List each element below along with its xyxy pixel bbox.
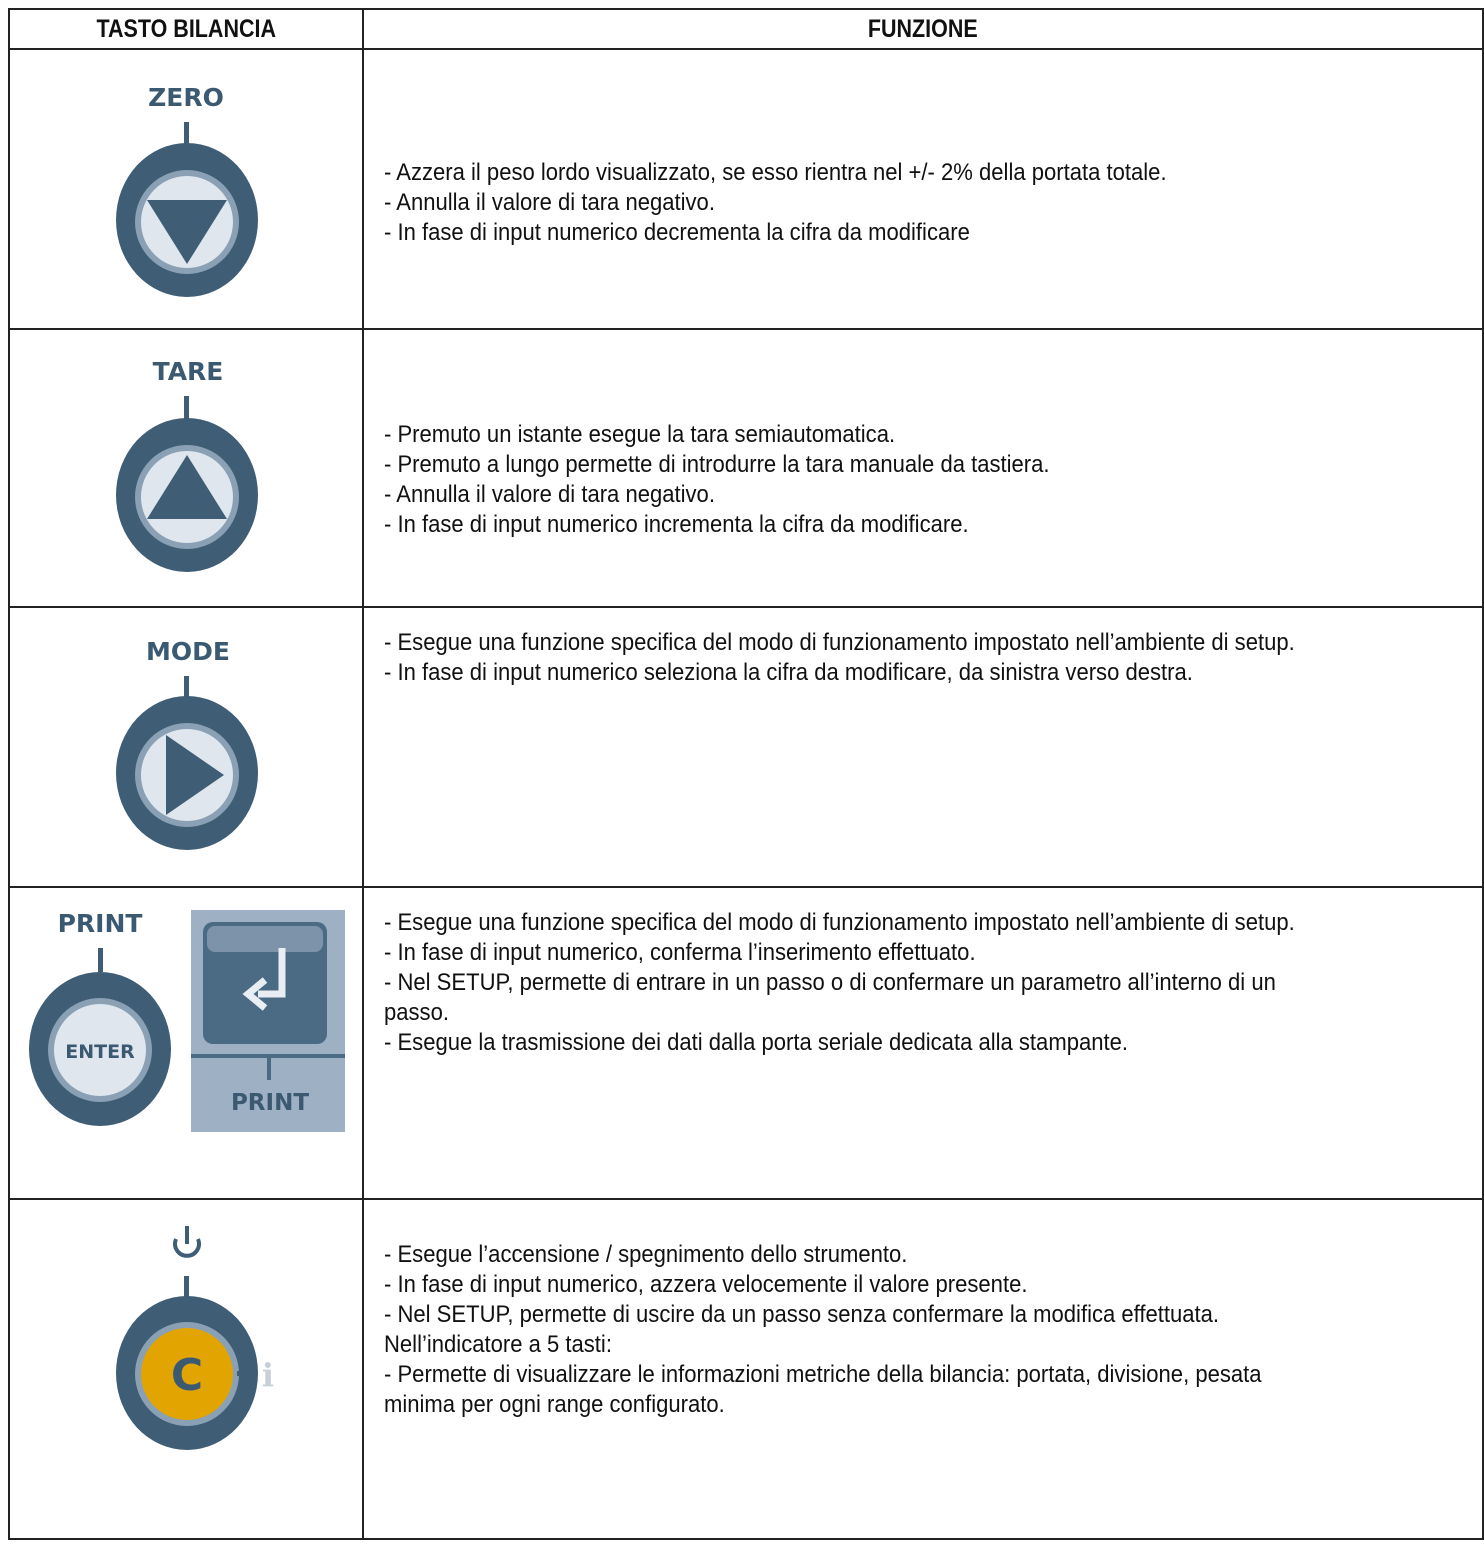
function-line: minima per ogni range configurato. xyxy=(384,1391,726,1418)
key-function-table xyxy=(8,8,1484,1540)
key-cell-tare xyxy=(9,329,363,607)
power-icon xyxy=(175,1226,199,1256)
function-cell-mode xyxy=(363,607,1483,887)
function-line: - In fase di input numerico seleziona la cifra da modificare, da sinistra verso destra. xyxy=(384,659,1194,686)
header-key: TASTO BILANCIA xyxy=(34,9,339,49)
function-line: - Azzera il peso lordo visualizzato, se esso rientra nel +/- 2% della portata totale. xyxy=(384,159,1168,186)
function-line: - In fase di input numerico, conferma l’inserimento effettuato. xyxy=(384,939,977,966)
function-line: - Nel SETUP, permette di entrare in un passo o di confermare un parametro all’interno di un xyxy=(384,969,1277,996)
c-key-graphic xyxy=(10,1200,364,1540)
table-header-row xyxy=(9,9,1483,49)
mode-key-label: MODE xyxy=(146,637,230,666)
function-line: - Esegue l’accensione / spegnimento dello strumento. xyxy=(384,1241,908,1268)
key-cell-print xyxy=(9,887,363,1199)
function-line: - Annulla il valore di tara negativo. xyxy=(384,481,716,508)
tare-key-label: TARE xyxy=(152,357,224,386)
function-line: - Premuto un istante esegue la tara semiautomatica. xyxy=(384,421,896,448)
key-cell-c xyxy=(9,1199,363,1539)
function-text-tare xyxy=(384,420,1473,540)
c-key-inner-label: C xyxy=(170,1350,204,1401)
table-row-tare xyxy=(9,329,1483,607)
table-row-mode xyxy=(9,607,1483,887)
enter-key-inner-label: ENTER xyxy=(65,1041,135,1063)
function-cell-c xyxy=(363,1199,1483,1539)
print-enter-panel[interactable] xyxy=(191,910,345,1132)
function-cell-print xyxy=(363,887,1483,1199)
function-line: - In fase di input numerico, azzera velocemente il valore presente. xyxy=(384,1271,1028,1298)
function-cell-tare xyxy=(363,329,1483,607)
mode-key-graphic xyxy=(10,608,364,888)
tare-key-graphic xyxy=(10,330,364,608)
function-line: - Esegue la trasmissione dei dati dalla porta seriale dedicata alla stampante. xyxy=(384,1029,1129,1056)
header-function: FUNZIONE xyxy=(442,9,1405,49)
info-icon: i xyxy=(261,1356,275,1394)
table-row-zero xyxy=(9,49,1483,329)
function-line: Nell’indicatore a 5 tasti: xyxy=(384,1331,613,1358)
function-line: - Annulla il valore di tara negativo. xyxy=(384,189,716,216)
function-line: - Permette di visualizzare le informazioni metriche della bilancia: portata, divisione, pesata xyxy=(384,1361,1262,1388)
function-line: - Premuto a lungo permette di introdurre la tara manuale da tastiera. xyxy=(384,451,1051,478)
function-text-print xyxy=(384,908,1473,1058)
function-line: - Esegue una funzione specifica del modo di funzionamento impostato nell’ambiente di setup. xyxy=(384,629,1296,656)
table-row-print xyxy=(9,887,1483,1199)
function-line: passo. xyxy=(384,999,450,1026)
key-cell-mode xyxy=(9,607,363,887)
zero-key-graphic xyxy=(10,50,364,330)
function-line: - Esegue una funzione specifica del modo di funzionamento impostato nell’ambiente di setup. xyxy=(384,909,1296,936)
function-text-mode xyxy=(384,628,1473,688)
function-line: - In fase di input numerico decrementa la cifra da modificare xyxy=(384,219,971,246)
zero-key-label: ZERO xyxy=(148,83,224,112)
function-line: - In fase di input numerico incrementa la cifra da modificare. xyxy=(384,511,970,538)
function-text-zero xyxy=(384,158,1473,248)
table-row-c xyxy=(9,1199,1483,1539)
function-text-c xyxy=(384,1240,1473,1420)
function-cell-zero xyxy=(363,49,1483,329)
function-line: - Nel SETUP, permette di uscire da un passo senza confermare la modifica effettuata. xyxy=(384,1301,1220,1328)
key-cell-zero xyxy=(9,49,363,329)
print-key-graphic xyxy=(10,888,364,1200)
print-alt-label: PRINT xyxy=(230,1090,310,1116)
print-key-label: PRINT xyxy=(57,909,143,938)
